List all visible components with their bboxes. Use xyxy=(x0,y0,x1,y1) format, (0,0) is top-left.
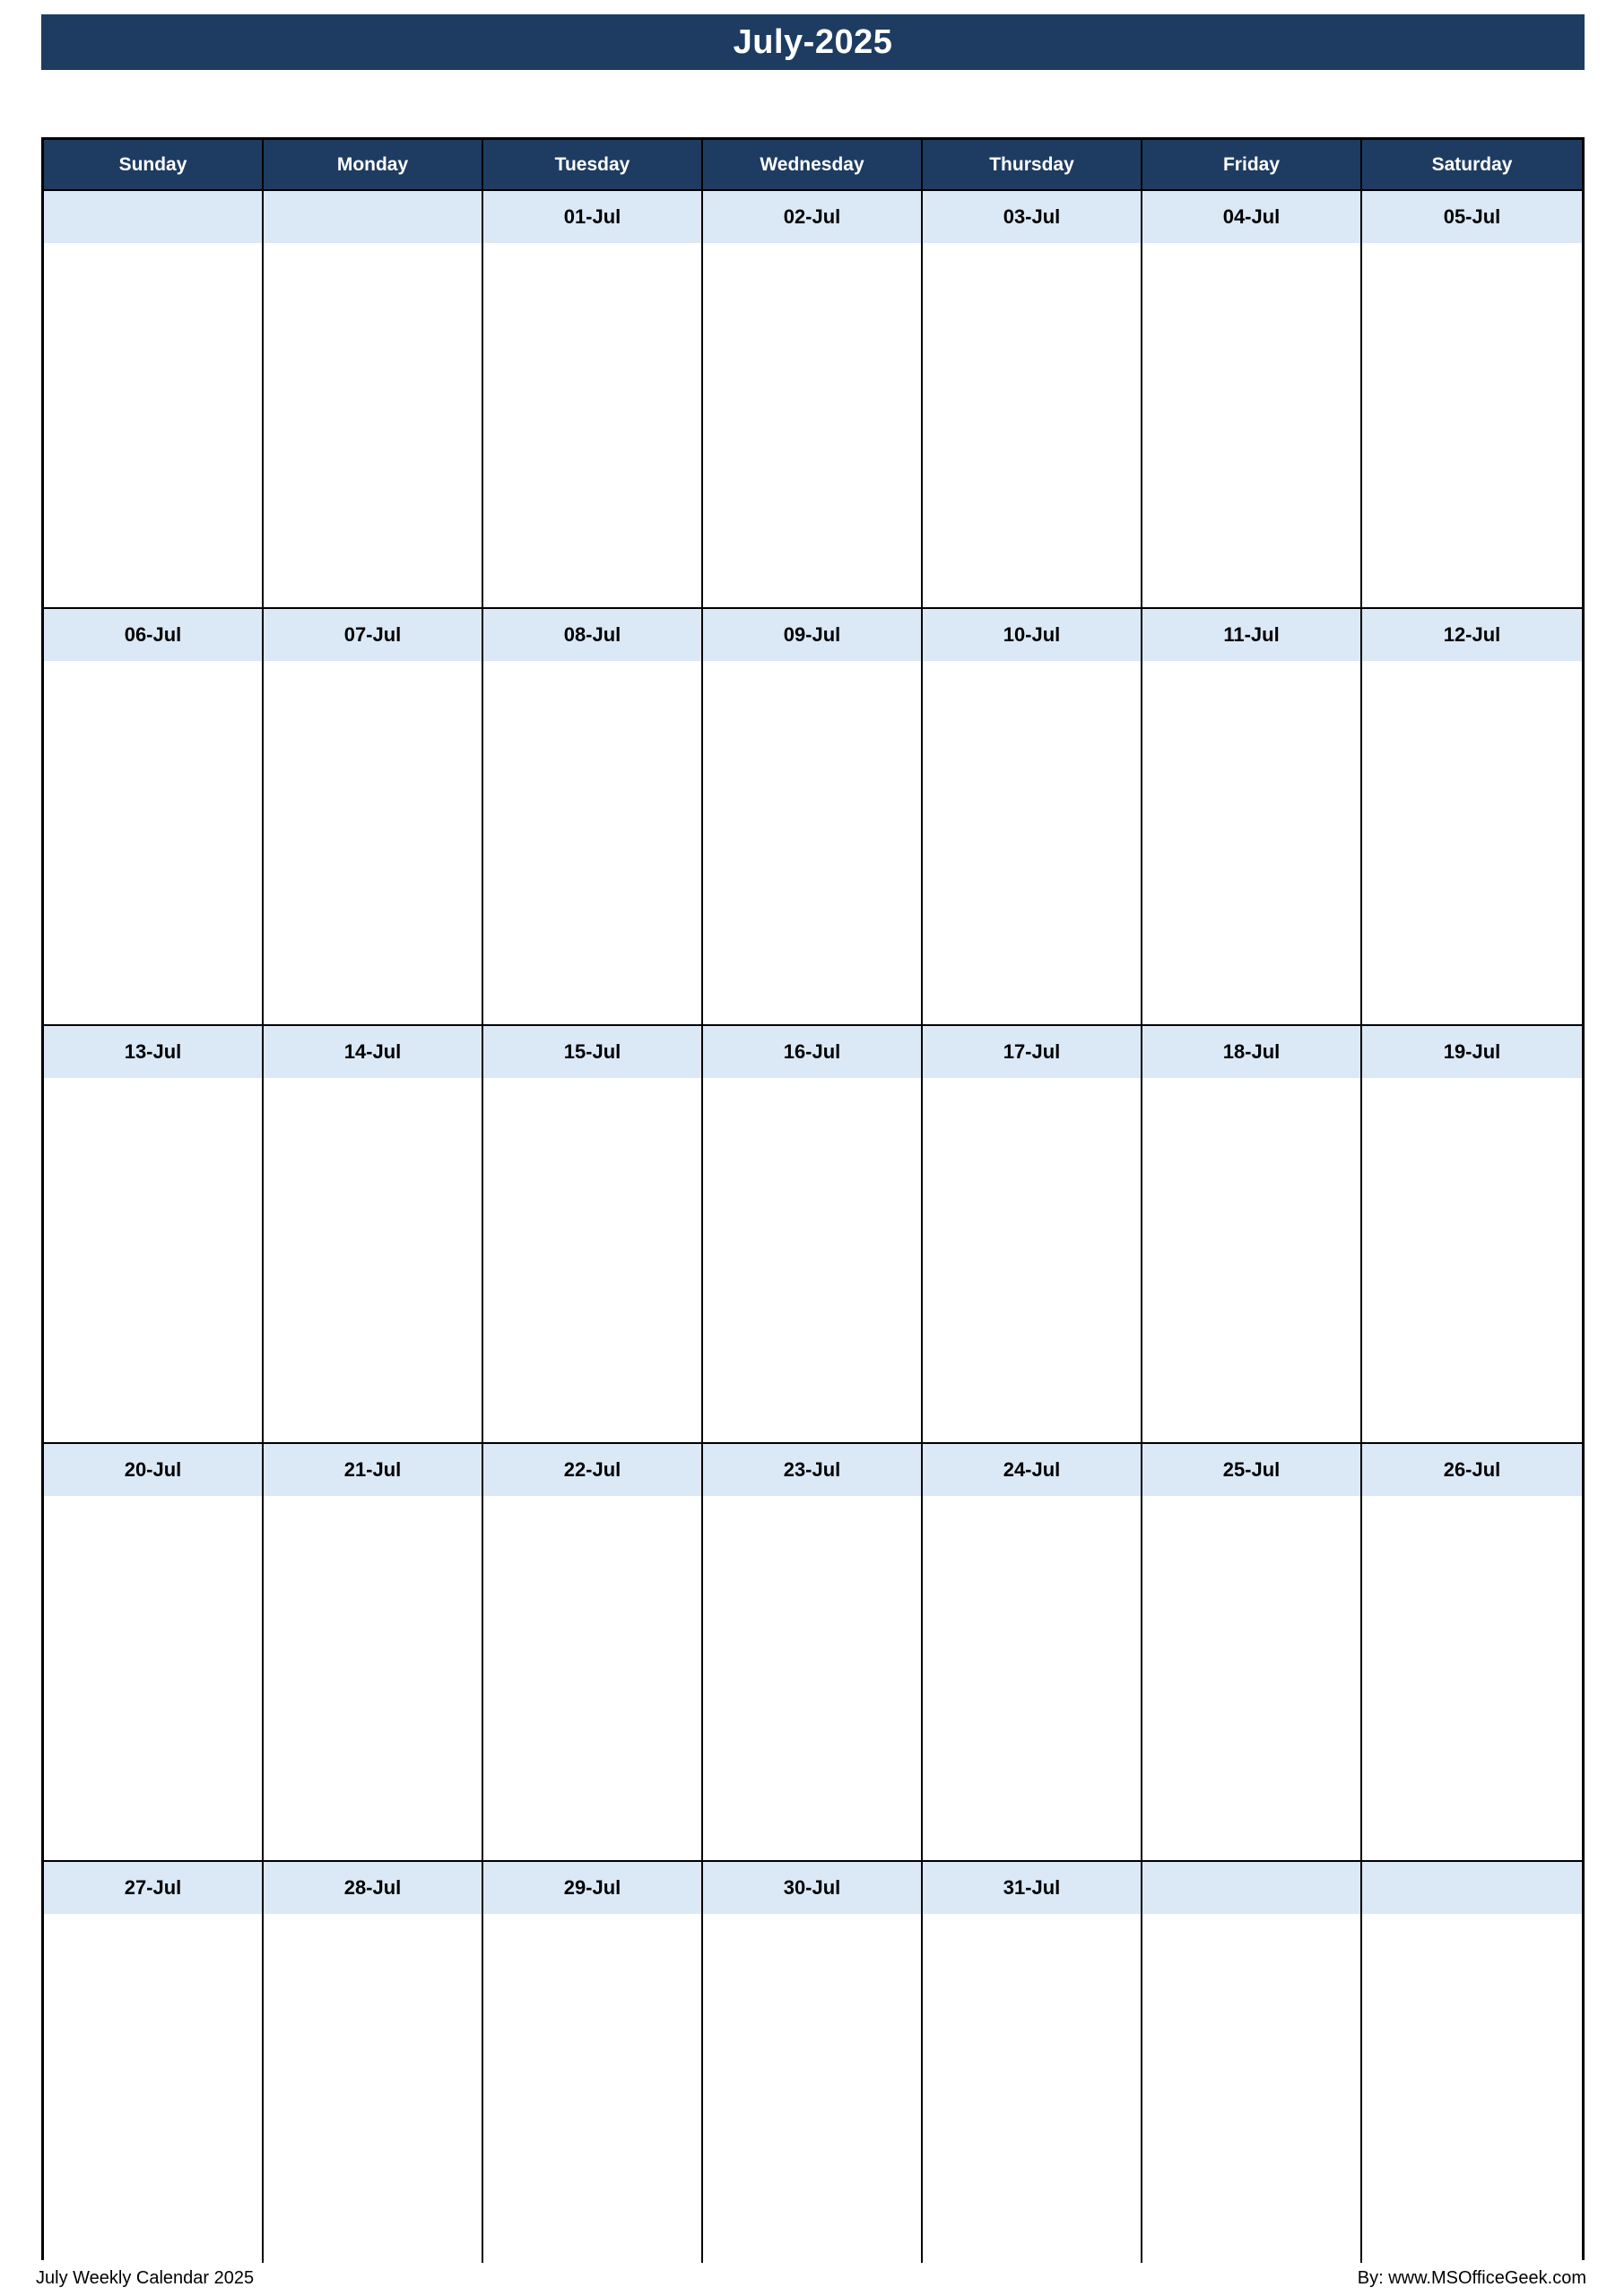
day-notes-cell xyxy=(483,1078,703,1444)
calendar-title: July-2025 xyxy=(733,22,893,61)
day-header-sunday: Sunday xyxy=(44,140,264,191)
date-cell: 20-Jul xyxy=(44,1444,264,1496)
day-notes-cell xyxy=(264,1914,483,2263)
day-header-thursday: Thursday xyxy=(923,140,1142,191)
day-notes-cell xyxy=(1142,1914,1362,2263)
day-notes-cell xyxy=(1362,1914,1582,2263)
day-notes-cell xyxy=(44,243,264,609)
date-cell: 15-Jul xyxy=(483,1026,703,1078)
day-notes-cell xyxy=(703,1078,923,1444)
day-notes-cell xyxy=(923,1914,1142,2263)
date-cell: 28-Jul xyxy=(264,1862,483,1914)
day-notes-cell xyxy=(923,1078,1142,1444)
day-notes-cell xyxy=(1362,1078,1582,1444)
date-cell: 22-Jul xyxy=(483,1444,703,1496)
date-cell: 26-Jul xyxy=(1362,1444,1582,1496)
date-cell: 04-Jul xyxy=(1142,191,1362,243)
date-cell: 27-Jul xyxy=(44,1862,264,1914)
day-notes-cell xyxy=(923,1496,1142,1862)
footer-credit-link[interactable]: By: www.MSOfficeGeek.com xyxy=(1357,2267,1586,2288)
date-cell: 11-Jul xyxy=(1142,609,1362,661)
day-notes-cell xyxy=(483,1914,703,2263)
day-notes-cell xyxy=(923,661,1142,1026)
date-cell: 29-Jul xyxy=(483,1862,703,1914)
day-notes-cell xyxy=(483,243,703,609)
date-cell: 12-Jul xyxy=(1362,609,1582,661)
day-notes-cell xyxy=(703,661,923,1026)
day-notes-cell xyxy=(1142,1496,1362,1862)
day-notes-cell xyxy=(1142,661,1362,1026)
date-cell: 07-Jul xyxy=(264,609,483,661)
date-cell: 06-Jul xyxy=(44,609,264,661)
date-cell: 25-Jul xyxy=(1142,1444,1362,1496)
day-notes-cell xyxy=(1142,1078,1362,1444)
day-notes-cell xyxy=(44,1496,264,1862)
page-footer xyxy=(36,2264,1586,2292)
day-notes-cell xyxy=(264,243,483,609)
day-header-friday: Friday xyxy=(1142,140,1362,191)
date-cell: 05-Jul xyxy=(1362,191,1582,243)
day-notes-cell xyxy=(264,1496,483,1862)
calendar-table xyxy=(41,137,1585,2260)
day-header-wednesday: Wednesday xyxy=(703,140,923,191)
date-cell: 16-Jul xyxy=(703,1026,923,1078)
date-cell: 17-Jul xyxy=(923,1026,1142,1078)
day-header-monday: Monday xyxy=(264,140,483,191)
day-notes-cell xyxy=(264,661,483,1026)
date-cell: 19-Jul xyxy=(1362,1026,1582,1078)
date-cell: 08-Jul xyxy=(483,609,703,661)
day-notes-cell xyxy=(1362,1496,1582,1862)
footer-title-text: July Weekly Calendar 2025 xyxy=(36,2267,255,2288)
date-cell xyxy=(1362,1862,1582,1914)
date-cell: 03-Jul xyxy=(923,191,1142,243)
day-notes-cell xyxy=(44,1078,264,1444)
date-cell xyxy=(1142,1862,1362,1914)
date-cell: 18-Jul xyxy=(1142,1026,1362,1078)
day-header-tuesday: Tuesday xyxy=(483,140,703,191)
date-cell: 21-Jul xyxy=(264,1444,483,1496)
day-notes-cell xyxy=(1142,243,1362,609)
date-cell: 14-Jul xyxy=(264,1026,483,1078)
date-cell: 01-Jul xyxy=(483,191,703,243)
day-notes-cell xyxy=(703,243,923,609)
day-notes-cell xyxy=(923,243,1142,609)
date-cell: 02-Jul xyxy=(703,191,923,243)
date-cell xyxy=(44,191,264,243)
day-notes-cell xyxy=(1362,661,1582,1026)
date-cell: 24-Jul xyxy=(923,1444,1142,1496)
day-notes-cell xyxy=(44,661,264,1026)
date-cell xyxy=(264,191,483,243)
calendar-title-bar xyxy=(41,14,1585,70)
day-notes-cell xyxy=(703,1496,923,1862)
date-cell: 31-Jul xyxy=(923,1862,1142,1914)
day-notes-cell xyxy=(44,1914,264,2263)
day-notes-cell xyxy=(483,661,703,1026)
day-notes-cell xyxy=(264,1078,483,1444)
day-header-saturday: Saturday xyxy=(1362,140,1582,191)
date-cell: 23-Jul xyxy=(703,1444,923,1496)
date-cell: 13-Jul xyxy=(44,1026,264,1078)
date-cell: 09-Jul xyxy=(703,609,923,661)
day-notes-cell xyxy=(1362,243,1582,609)
day-notes-cell xyxy=(483,1496,703,1862)
day-notes-cell xyxy=(703,1914,923,2263)
date-cell: 30-Jul xyxy=(703,1862,923,1914)
date-cell: 10-Jul xyxy=(923,609,1142,661)
